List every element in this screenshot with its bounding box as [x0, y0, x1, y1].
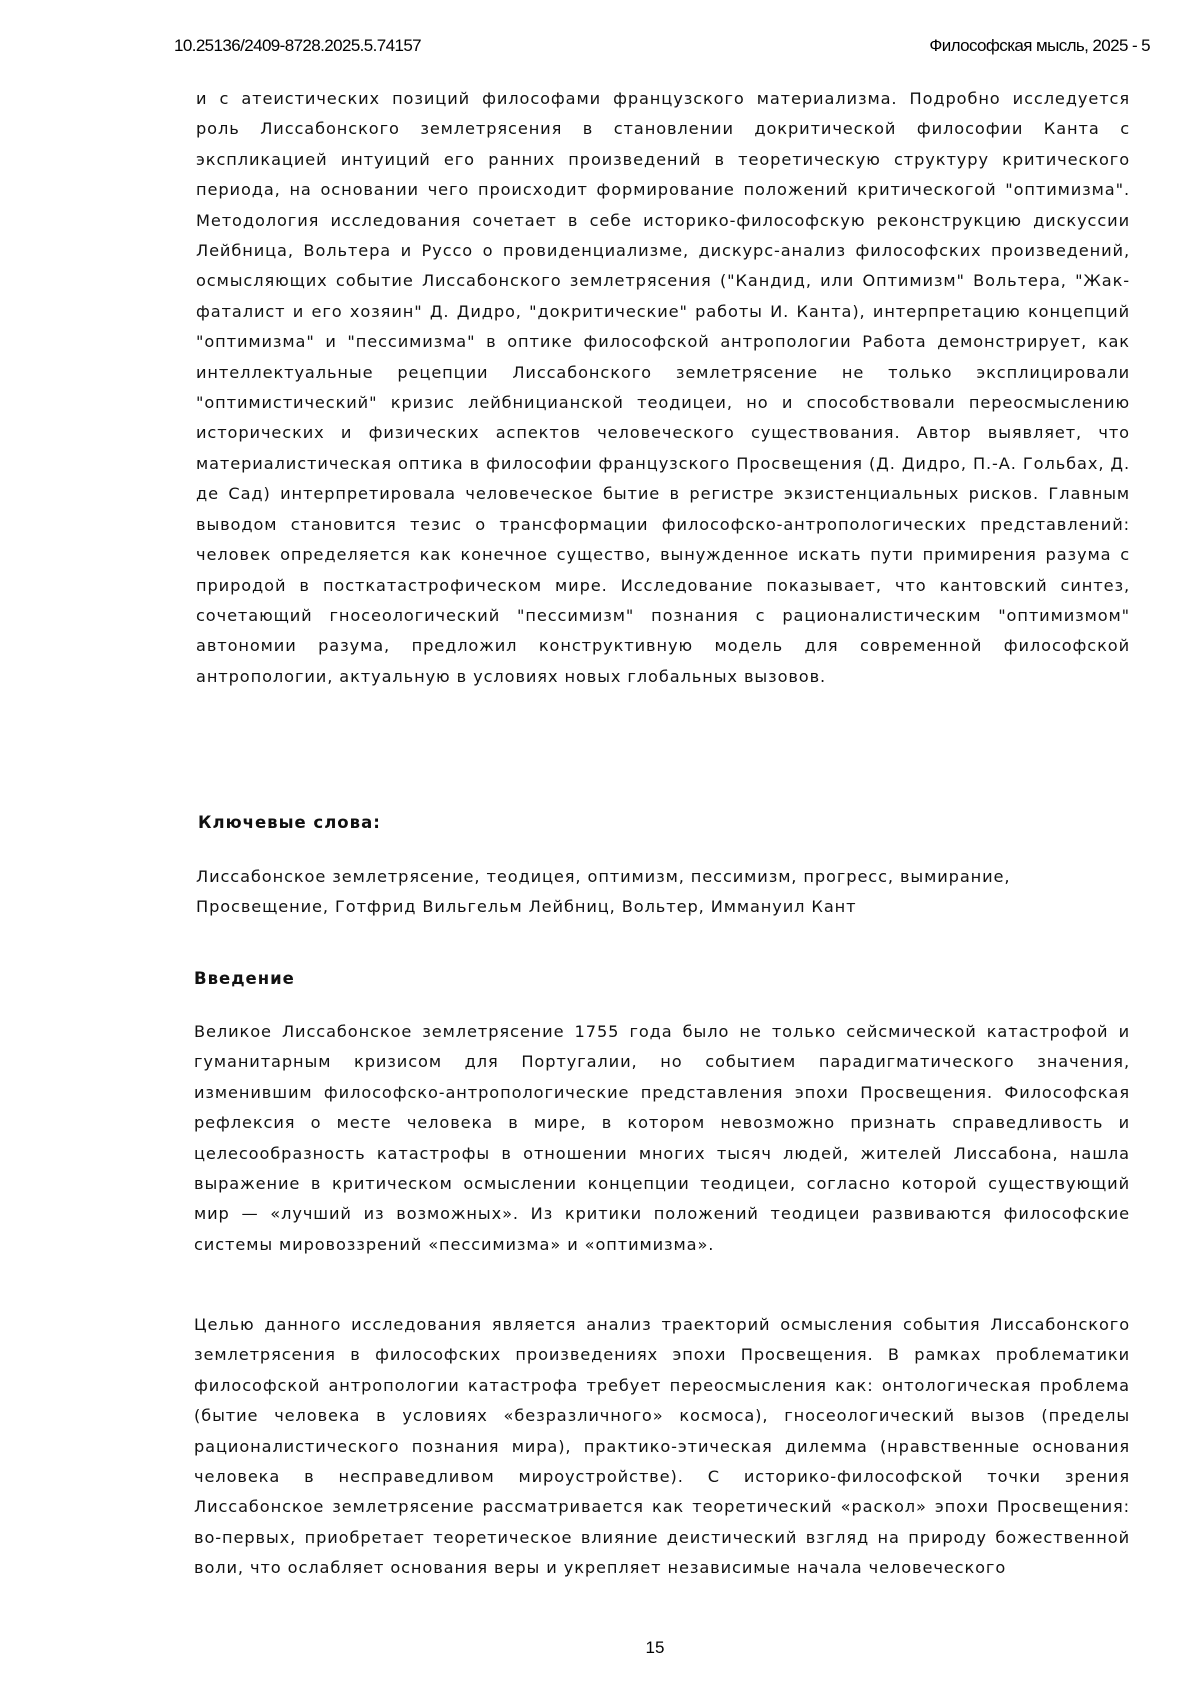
introduction-paragraph-1: Великое Лиссабонское землетрясение 1755 года было не только сейсмической катастрофой и гуманитарным кризисом для Португалии, но событием парадигматического значения, изменившим философско-антропологические представления эпохи Просвещения. Философская рефлексия о месте человека в мире, в котором невозможно признать справедливость и целесообразность катастрофы в отношении многих тысяч людей, жителей Лиссабона, нашла выражение в критическом осмыслении концепции теодицеи, согласно которой существующий мир — «лучший из возможных». Из критики положений теодицеи развиваются философские системы мировоззрений «пессимизма» и «оптимизма».: [194, 1017, 1130, 1260]
page-number: 15: [0, 1638, 1200, 1658]
introduction-heading: Введение: [194, 969, 295, 988]
page-header: [174, 36, 1150, 60]
keywords-heading: Ключевые слова:: [198, 813, 381, 832]
doi: 10.25136/2409-8728.2025.5.74157: [174, 36, 421, 56]
abstract-text: и с атеистических позиций философами французского материализма. Подробно исследуется роль Лиссабонского землетрясения в становлении докритической философии Канта с экспликацией интуиций его ранних произведений в теоретическую структуру критического периода, на основании чего происходит формирование положений критическогой "оптимизма". Методология исследования сочетает в себе историко-философскую реконструкцию дискуссии Лейбница, Вольтера и Руссо о провиденциализме, дискурс-анализ философских произведений, осмысляющих событие Лиссабонского землетрясения ("Кандид, или Оптимизм" Вольтера, "Жак-фаталист и его хозяин" Д. Дидро, "докритические" работы И. Канта), интерпретацию концепций "оптимизма" и "пессимизма" в оптике философской антропологии Работа демонстрирует, как интеллектуальные рецепции Лиссабонского землетрясение не только эксплицировали "оптимистический" кризис лейбницианской теодицеи, но и способствовали переосмыслению исторических и физических аспектов человеческого существования. Автор выявляет, что материалистическая оптика в философии французского Просвещения (Д. Дидро, П.-А. Гольбах, Д. де Сад) интерпретировала человеческое бытие в регистре экзистенциальных рисков. Главным выводом становится тезис о трансформации философско-антропологических представлений: человек определяется как конечное существо, вынужденное искать пути примирения разума с природой в посткатастрофическом мире. Исследование показывает, что кантовский синтез, сочетающий гносеологический "пессимизм" познания с рационалистическим "оптимизмом" автономии разума, предложил конструктивную модель для современной философской антропологии, актуальную в условиях новых глобальных вызовов.: [196, 84, 1130, 692]
keywords-text: Лиссабонское землетрясение, теодицея, оптимизм, пессимизм, прогресс, вымирание, Просвещение, Готфрид Вильгельм Лейбниц, Вольтер, Иммануил Кант: [196, 862, 1130, 923]
journal-title: Философская мысль, 2025 - 5: [929, 36, 1150, 56]
introduction-paragraph-2: Целью данного исследования является анализ траекторий осмысления события Лиссабонского землетрясения в философских произведениях эпохи Просвещения. В рамках проблематики философской антропологии катастрофа требует переосмысления как: онтологическая проблема (бытие человека в условиях «безразличного» космоса), гносеологический вызов (пределы рационалистического познания мира), практико-этическая дилемма (нравственные основания человека в несправедливом мироустройстве). С историко-философской точки зрения Лиссабонское землетрясение рассматривается как теоретический «раскол» эпохи Просвещения: во-первых, приобретает теоретическое влияние деистический взгляд на природу божественной воли, что ослабляет основания веры и укрепляет независимые начала человеческого: [194, 1310, 1130, 1584]
